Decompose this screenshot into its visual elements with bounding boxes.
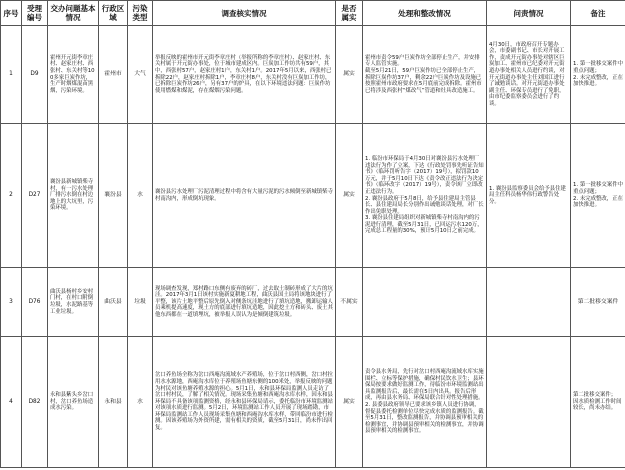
header-district: 行政区域 bbox=[99, 1, 128, 26]
cell-remarks: 第二批移交案件； 因水质检测工作时间较长，尚未办结。 bbox=[571, 337, 625, 468]
cell-remarks: 1. 第一批移交案件中重点问题； 2. 未完成整改，正在加快推进。 bbox=[571, 124, 625, 268]
header-handling: 处理和整改情况 bbox=[363, 1, 487, 26]
table-header-row bbox=[1, 1, 625, 26]
cell-handling: 1. 临汾市环保局于4月30日对襄汾县污水处理厂违法行为作了立案，下达《行政处罚事先听证告知书》（临环罚听告字（2017）19号），拟罚款10万元，并于5月10日下达《责令改正违法行为决定书》（临环改字（2017）19号），责令该厂立即改正违法行为。 2. 襄汾县政府于5月8日，给予县住建局主管县长、县住建局局长分别作出诫勉谈话处理，对厂长作出免职处理。 3. 襄汾县住建局组织对新城镇柴寺村南沟内的污泥进行清理，截至5月31日，已回运污水120万，完成总工程量的30%，预计5月10日之前完成。 bbox=[363, 124, 487, 268]
cell-seq: 4 bbox=[1, 337, 22, 468]
cell-accountability: 1. 襄汾县监察委员会给予县住建局主任科员杨华伟行政警告处分。 bbox=[487, 124, 571, 268]
cell-code: D27 bbox=[22, 124, 48, 268]
cell-investigation: 襄汾县污水处理厂污泥清理过程中将含有大量污泥的污水倾倒至新城镇柴寺村南沟内，形成倒坑现象。 bbox=[153, 124, 336, 268]
cell-accountability bbox=[487, 337, 571, 468]
cell-verified: 属实 bbox=[336, 337, 363, 468]
cell-basic: 曲沃县杨村乡安村门村，在村口附倒垃圾，水泥路基等工业垃圾。 bbox=[48, 268, 99, 337]
table-row bbox=[1, 124, 625, 268]
cell-investigation: 岔口养鱼场全称为岔口西庵沟流域水产养殖场，位于岔口村西侧，岔口村拉用水水源地，西庵沟水库位于养殖场鱼塘东侧的100米处，举报反映的问题为村民对该鱼塘养殖水源的担心。5月1日，永和县环保局监测人员走访了岔口村村民，了解了相关情况。现场采集鱼塘和西庵沟水库水样，因永和县环保局不具备该项监测资格，经永和县环保局请示，委托临汾市环境监测站对该项水质进行监测。5月2日，环境监测站工作人员开展了现场踏勘，市环保局监测站工作人员现场采集鱼塘和西庵沟水库水样，带回临汾市进行检测。因该养殖场为外资所建，需有相关的资质，截至5月31日，尚未作出回复。 bbox=[153, 337, 336, 468]
cell-district: 霍州市 bbox=[99, 26, 128, 124]
header-pollution: 污染类型 bbox=[128, 1, 153, 26]
cell-remarks: 1. 第一批移交案件中重点问题； 2. 未完成整改，正在加快推进。 bbox=[571, 26, 625, 124]
cell-basic: 永和县紫头乡岔口村，岔口养鱼场造成水污染。 bbox=[48, 337, 99, 468]
cell-handling bbox=[363, 268, 487, 337]
cell-seq: 2 bbox=[1, 124, 22, 268]
header-seq: 序号 bbox=[1, 1, 22, 26]
cell-basic: 霍州开元街李章庄村、赵家庄村、西张村、东关村等100多家巨炭作坊，生产时烟煤混苗黑烟，污染环境。 bbox=[48, 26, 99, 124]
header-accountability: 问责情况 bbox=[487, 1, 571, 26]
cell-seq: 3 bbox=[1, 268, 22, 337]
cell-handling: 责令县水务局，先行对岔口村西庵沟流域水库实施围栏、立标等保护措施，确保村民饮水卫生；县环保局按要求做好监测工作，待临汾市环境监测站出具监测报告后，最长需在5日内出具。报告后形成，再由县水务局、环保局联合针对性处理措施。2. 县委县政府领导已要求该乡镇人员进行协调，督促县委托检测单位尽快完成水质的监测报告。截至5月31日，整改监测报告，并协调县预审相关的检测事宜，并协调县预审相关的检测事宜，并协调县预审相关的检测事宜。 bbox=[363, 337, 487, 468]
cell-accountability bbox=[487, 268, 571, 337]
table-row bbox=[1, 337, 625, 468]
cell-investigation: 现场调查发现，郑村路口东侧有废弃的砖厂，过去取土制砖形成了大片的坑洼。2017年3月1日该村实施新夏耕地工程，曲沃县国土局将该地块进行了平整，该片土地平整后原先倒入对侧条坑洼地进行了填坑造地，搬卸运输人员乘机提高速度，现土方的底部进行填坑造地，因此挖土方和砖头、废土其他东西都在一道填埋坑，被举报人误认为是倾倒建筑垃圾。 bbox=[153, 268, 336, 337]
cell-district: 永和县 bbox=[99, 337, 128, 468]
header-remarks: 备注 bbox=[571, 1, 625, 26]
cell-pollution: 水 bbox=[128, 124, 153, 268]
cell-accountability: 4月30日，市政府召开专题办会，市委副书记、市长对开展工作，责成开元街办事处对辖区巨炭加工、霍州市已纪委对开元街道办事处相关人员进行约谈，对开元街道办事处主任刘国江进行了诫勉谈话。对开元街道办事处副主任、环保专员进行了免职，由市纪委监察委员会进行了约谈。 bbox=[487, 26, 571, 124]
cell-remarks: 第二批移交案件 bbox=[571, 268, 625, 337]
cell-verified: 属实 bbox=[336, 26, 363, 124]
cell-handling: 霍州市责令59户巨炭作坊全部停止生产，并安排专人监管实施。 截至5月21日，59户巨炭作坊已全部停止生产，拆除巨炭作坊37户，剩余22户巨炭作坊及设施已按照霍州市政府要求在5月底前完成拆除。霍州市已将涉及西张村“煤改气”管道和灶具改造施工。 bbox=[363, 26, 487, 124]
cell-code: D9 bbox=[22, 26, 48, 124]
cell-code: D76 bbox=[22, 268, 48, 337]
cell-seq: 1 bbox=[1, 26, 22, 124]
cell-basic: 襄汾县新城镇柴寺村，有一污水处理厂排污水倒在村边地上的大坑里，污染环境。 bbox=[48, 124, 99, 268]
cell-pollution: 水 bbox=[128, 337, 153, 468]
cell-pollution: 大气 bbox=[128, 26, 153, 124]
table-row bbox=[1, 26, 625, 124]
cell-district: 曲沃县 bbox=[99, 268, 128, 337]
cell-code: D82 bbox=[22, 337, 48, 468]
cell-pollution: 垃圾 bbox=[128, 268, 153, 337]
header-investigation: 调查核实情况 bbox=[153, 1, 336, 26]
cell-investigation: 举报反映的霍州市开元街李章庄村（举报所称的李章庄村）、赵家庄村、东关村属于开元街办事处，位于城市建成区内。巨炭加工作坊共有59户，其中，西张村57户，赵家庄村1户，东关村1户。2017年5月以来，西张村已拆除22户，赵家庄村拆除1户，李章庄村8户，东关村没有巨炭加工作坊，已拆除巨炭作坊26户，另有37户的炉具，在以下环境违法问题：巨炭作坊使用燃煤和煤泥，存在煤烟污染问题。 bbox=[153, 26, 336, 124]
cell-verified: 属实 bbox=[336, 124, 363, 268]
header-code: 受理编号 bbox=[22, 1, 48, 26]
header-basic: 交办问题基本情况 bbox=[48, 1, 99, 26]
table-row bbox=[1, 268, 625, 337]
cell-district: 襄汾县 bbox=[99, 124, 128, 268]
header-verified: 是否属实 bbox=[336, 1, 363, 26]
cell-verified: 不属实 bbox=[336, 268, 363, 337]
